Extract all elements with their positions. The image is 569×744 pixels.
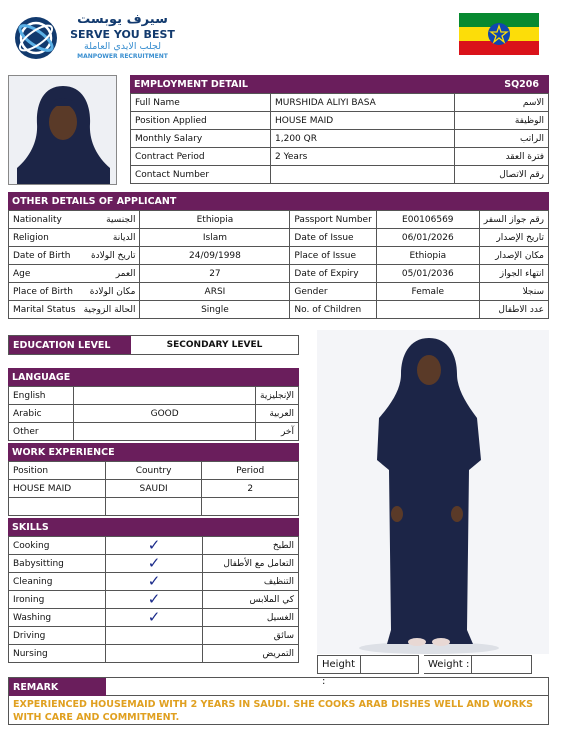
other-details-row [9,301,549,319]
field-value: HOUSE MAID [271,112,455,130]
remark-header: REMARK [9,678,106,696]
other-details-row [9,211,549,229]
check-mark-icon: ✓ [147,536,161,554]
brand-sub-english: MANPOWER RECRUITMENT [77,53,168,60]
field-label: Date of Expiry [290,265,376,283]
skill-name: Cooking [9,537,106,555]
experience-cell: HOUSE MAID [9,480,106,498]
other-details-row [9,247,549,265]
skill-name: Driving [9,627,106,645]
employment-header [130,75,549,93]
skills-table [8,536,299,663]
skill-check [106,627,203,645]
employment-row [131,148,549,166]
employment-row [131,130,549,148]
field-label: Contact Number [131,166,271,184]
experience-header-row [9,462,299,480]
headshot-image [9,76,117,185]
field-value: Islam [140,229,290,247]
language-name-arabic: الإنجليزية [256,387,299,405]
language-table [8,386,299,441]
field-label: Passport Number [290,211,376,229]
field-label: Full Name [131,94,271,112]
language-name-arabic: العربية [256,405,299,423]
skill-row [9,555,299,573]
field-label-arabic: فترة العقد [455,148,549,166]
other-details-header: OTHER DETAILS OF APPLICANT [8,192,549,210]
ethiopia-flag-icon [459,13,539,55]
check-mark-icon: ✓ [147,572,161,590]
field-label-arabic: الديانة [80,229,140,247]
field-label-arabic: الجنسية [80,211,140,229]
logo-emblem-icon [10,14,62,62]
experience-cell [9,498,106,516]
field-value [271,166,455,184]
field-label-arabic: الوظيفة [455,112,549,130]
field-label-arabic: عدد الاطفال [479,301,548,319]
height-value [361,655,419,674]
field-label: Nationality [9,211,80,229]
field-label: Religion [9,229,80,247]
field-label-arabic: رقم الاتصال [455,166,549,184]
field-label: Date of Issue [290,229,376,247]
other-details-table [8,210,549,319]
field-label: Age [9,265,80,283]
skill-check [106,573,203,591]
brand-sub-arabic: لجلب الايدي العاملة [83,41,161,52]
remark-section [8,677,549,725]
experience-section [8,443,299,516]
other-details-row [9,229,549,247]
other-details-section [8,192,549,319]
field-label: Monthly Salary [131,130,271,148]
field-value: Ethiopia [376,247,479,265]
remark-text: EXPERIENCED HOUSEMAID WITH 2 YEARS IN SAUDI. SHE COOKS ARAB DISHES WELL AND WORKS WITH CARE AND COMMITMENT. [13,699,534,723]
field-label-arabic: مكان الإصدار [479,247,548,265]
experience-column-header: Country [105,462,202,480]
language-row [9,387,299,405]
employment-detail-section [130,75,549,184]
ethiopia-flag [459,13,539,55]
field-value: 1,200 QR [271,130,455,148]
skills-header: SKILLS [8,518,299,536]
experience-column-header: Position [9,462,106,480]
skill-check [106,645,203,663]
employment-title: EMPLOYMENT DETAIL [134,78,248,90]
employment-row [131,166,549,184]
field-label: Place of Birth [9,283,80,301]
language-level: GOOD [74,405,256,423]
field-label-arabic: مكان الولادة [80,283,140,301]
skill-name: Ironing [9,591,106,609]
field-value: 27 [140,265,290,283]
field-label-arabic: تاريخ الولادة [80,247,140,265]
employment-table [130,93,549,184]
skill-name: Washing [9,609,106,627]
field-value: 06/01/2026 [376,229,479,247]
experience-cell [105,498,202,516]
field-label-arabic: تاريخ الإصدار [479,229,548,247]
skill-check [106,609,203,627]
language-row [9,405,299,423]
field-label-arabic: الاسم [455,94,549,112]
experience-row [9,480,299,498]
check-mark-icon: ✓ [147,608,161,626]
language-name: Arabic [9,405,74,423]
field-value: Female [376,283,479,301]
applicant-headshot [8,75,117,185]
language-level [74,387,256,405]
brand-arabic: سيرف يوبست [77,12,168,27]
field-label: Place of Issue [290,247,376,265]
skill-name-arabic: التمريض [203,645,299,663]
skills-section [8,518,299,663]
height-label: Height : [317,655,361,674]
skill-name-arabic: الغسيل [203,609,299,627]
language-level [74,423,256,441]
field-label-arabic: الراتب [455,130,549,148]
skill-name-arabic: سائق [203,627,299,645]
experience-column-header: Period [202,462,299,480]
field-label: Gender [290,283,376,301]
weight-value [472,655,532,674]
full-body-image [317,330,549,654]
field-value: Ethiopia [140,211,290,229]
education-section [8,335,299,355]
applicant-full-photo [317,330,549,654]
field-value: ARSI [140,283,290,301]
employment-row [131,94,549,112]
field-value: 05/01/2036 [376,265,479,283]
weight-label: Weight : [424,655,472,674]
field-label-arabic: انتهاء الجواز [479,265,548,283]
field-value: MURSHIDA ALIYI BASA [271,94,455,112]
language-name: English [9,387,74,405]
company-logo [10,12,185,62]
field-value: 2 Years [271,148,455,166]
language-section [8,368,299,441]
employment-code: SQ206 [504,78,539,90]
field-label: Position Applied [131,112,271,130]
skill-name: Babysitting [9,555,106,573]
language-row [9,423,299,441]
experience-cell [202,498,299,516]
field-label-arabic: سنجلا [479,283,548,301]
field-label-arabic: رقم جواز السفر [479,211,548,229]
field-label: Marital Status [9,301,80,319]
skill-row [9,573,299,591]
field-value: E00106569 [376,211,479,229]
skill-row [9,645,299,663]
skill-row [9,609,299,627]
field-label-arabic: العمر [80,265,140,283]
employment-row [131,112,549,130]
skill-row [9,627,299,645]
field-value: Single [140,301,290,319]
field-label: No. of Children [290,301,376,319]
field-label: Date of Birth [9,247,80,265]
skill-name: Nursing [9,645,106,663]
experience-cell: 2 [202,480,299,498]
skill-name-arabic: التنظيف [203,573,299,591]
field-value [376,301,479,319]
language-name: Other [9,423,74,441]
education-value: SECONDARY LEVEL [166,340,263,350]
skill-check [106,591,203,609]
experience-table [8,461,299,516]
skill-check [106,555,203,573]
skill-name: Cleaning [9,573,106,591]
language-name-arabic: آخر [256,423,299,441]
skill-name-arabic: كي الملابس [203,591,299,609]
other-details-row [9,265,549,283]
field-value: 24/09/1998 [140,247,290,265]
other-details-row [9,283,549,301]
skill-row [9,591,299,609]
skill-name-arabic: التعامل مع الأطفال [203,555,299,573]
experience-cell: SAUDI [105,480,202,498]
language-header: LANGUAGE [8,368,299,386]
check-mark-icon: ✓ [147,554,161,572]
brand-english: SERVE YOU BEST [70,28,175,41]
skill-check [106,537,203,555]
skill-name-arabic: الطبخ [203,537,299,555]
check-mark-icon: ✓ [147,590,161,608]
measurements-row [317,655,532,687]
skill-row [9,537,299,555]
experience-row [9,498,299,516]
field-label-arabic: الحالة الزوجية [80,301,140,319]
field-label: Contract Period [131,148,271,166]
education-label: EDUCATION LEVEL [9,336,131,354]
experience-header: WORK EXPERIENCE [8,443,299,461]
